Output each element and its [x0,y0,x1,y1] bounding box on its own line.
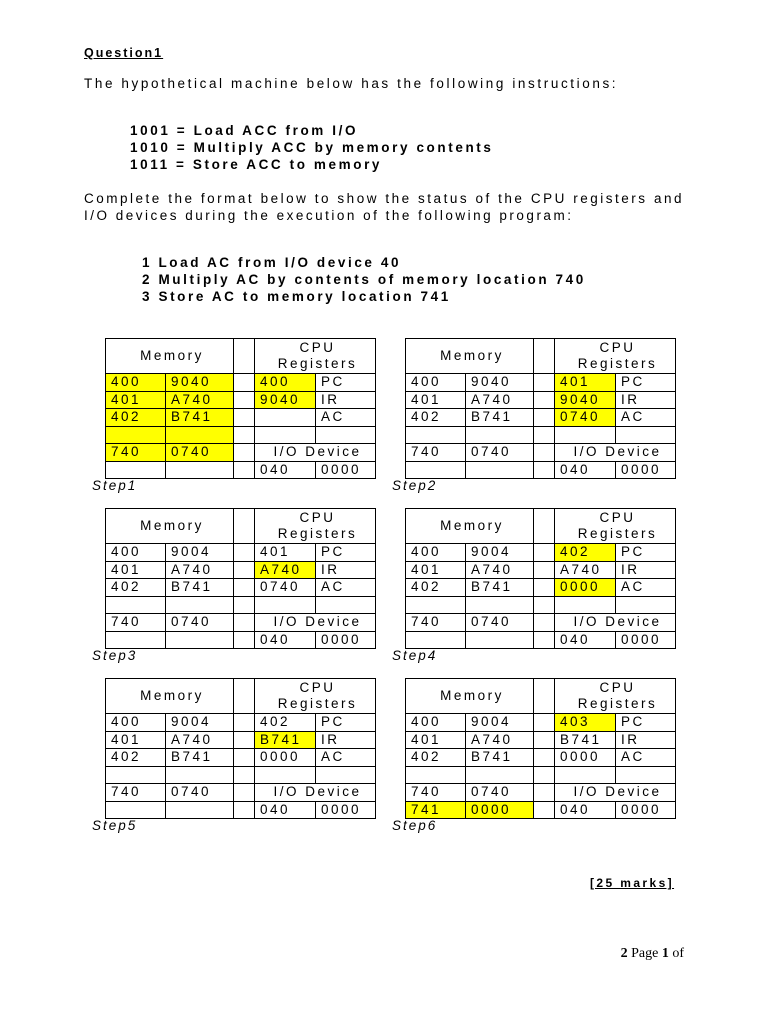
memory-value: 0740 [466,784,534,802]
io-device-address: 040 [255,631,316,649]
ir-register-label: IR [316,391,376,409]
gap-cell [234,749,255,767]
memory-address: 402 [406,579,466,597]
memory-address [106,801,166,819]
io-device-value: 0000 [616,801,676,819]
memory-header: Memory [406,339,534,374]
registers-label: Registers [277,526,358,541]
memory-value [166,631,234,649]
step-table [405,508,676,649]
memory-value: 9004 [466,714,534,732]
pc-register-label: PC [616,374,676,392]
instruction-line: 1001 = Load ACC from I/O [130,123,359,138]
marks-label: [25 marks] [590,876,675,890]
memory-value: A740 [166,391,234,409]
cpu-label: CPU [299,340,336,355]
ir-register-value: B741 [555,731,616,749]
io-device-header: I/O Device [255,614,376,632]
gap-cell [234,544,255,562]
memory-value [166,801,234,819]
memory-address: 740 [106,614,166,632]
instruction-line: 1011 = Store ACC to memory [130,157,383,172]
gap-cell [534,391,555,409]
step-label: Step5 [92,818,138,833]
memory-address: 400 [406,714,466,732]
memory-value: 9004 [166,714,234,732]
memory-address: 741 [406,801,466,819]
memory-value: B741 [466,749,534,767]
registers-label: Registers [277,356,358,371]
memory-value [166,461,234,479]
memory-header: Memory [406,509,534,544]
pc-register-label: PC [316,374,376,392]
memory-address: 740 [106,784,166,802]
memory-value: 9040 [466,374,534,392]
io-device-address: 040 [255,801,316,819]
memory-address [106,426,166,444]
memory-value: A740 [166,561,234,579]
memory-address: 401 [406,561,466,579]
memory-address [106,631,166,649]
step-label: Step3 [92,648,138,663]
pc-register-label: PC [316,714,376,732]
registers-label: Registers [277,696,358,711]
io-device-address: 040 [555,801,616,819]
gap-cell [234,614,255,632]
gap-cell [534,444,555,462]
cpu-label: CPU [599,340,636,355]
memory-address: 401 [406,731,466,749]
gap-cell [234,784,255,802]
memory-address: 402 [106,579,166,597]
memory-value: B741 [466,579,534,597]
memory-address: 400 [106,544,166,562]
blank-cell [555,596,616,614]
memory-value: 0740 [166,444,234,462]
memory-address: 402 [406,749,466,767]
memory-value [466,631,534,649]
memory-address: 400 [106,714,166,732]
gap-cell [534,461,555,479]
gap-cell [234,444,255,462]
memory-value [466,426,534,444]
pc-register-label: PC [616,714,676,732]
memory-value: 0740 [166,614,234,632]
memory-value: B741 [166,749,234,767]
instruction-line: 1010 = Multiply ACC by memory contents [130,140,494,155]
memory-address [406,596,466,614]
blank-cell [255,596,316,614]
gap-cell [534,339,555,374]
page-footer [621,946,684,962]
memory-address: 401 [406,391,466,409]
pc-register-value: 402 [255,714,316,732]
question-title: Question1 [84,46,164,60]
memory-value: A740 [466,561,534,579]
ir-register-value: B741 [255,731,316,749]
memory-address [406,631,466,649]
step-label: Step1 [92,478,138,493]
gap-cell [234,374,255,392]
io-device-header: I/O Device [555,444,676,462]
gap-cell [534,749,555,767]
memory-address: 401 [106,561,166,579]
cpu-registers-header [555,509,676,544]
memory-address [106,766,166,784]
ac-register-value: 0740 [255,579,316,597]
step-table [105,338,376,479]
memory-address: 402 [106,409,166,427]
cpu-registers-header [255,339,376,374]
cpu-label: CPU [599,510,636,525]
memory-address: 400 [406,544,466,562]
memory-address: 400 [406,374,466,392]
ac-register-value: 0000 [555,579,616,597]
memory-value [166,426,234,444]
ac-register-label: AC [316,749,376,767]
memory-address: 402 [106,749,166,767]
step-table [105,508,376,649]
memory-header: Memory [106,339,234,374]
gap-cell [234,561,255,579]
memory-address: 400 [106,374,166,392]
io-device-value: 0000 [316,801,376,819]
blank-cell [555,426,616,444]
gap-cell [534,614,555,632]
memory-address: 740 [406,784,466,802]
page-word: Page [631,946,659,961]
io-device-value: 0000 [616,461,676,479]
memory-address: 740 [106,444,166,462]
cpu-registers-header [555,679,676,714]
gap-cell [534,374,555,392]
gap-cell [534,426,555,444]
pc-register-value: 401 [555,374,616,392]
step-label: Step2 [392,478,438,493]
gap-cell [234,714,255,732]
blank-cell [255,426,316,444]
ac-register-value: 0000 [555,749,616,767]
ac-register-label: AC [616,409,676,427]
cpu-registers-header [255,509,376,544]
ir-register-label: IR [316,561,376,579]
pc-register-label: PC [616,544,676,562]
memory-value: B741 [466,409,534,427]
memory-address: 401 [106,731,166,749]
io-device-value: 0000 [316,461,376,479]
gap-cell [234,766,255,784]
gap-cell [534,409,555,427]
ac-register-value: 0740 [555,409,616,427]
ir-register-label: IR [616,391,676,409]
memory-value: 9004 [466,544,534,562]
ir-register-value: A740 [255,561,316,579]
memory-value [466,766,534,784]
memory-value: 9004 [166,544,234,562]
memory-address: 740 [406,444,466,462]
memory-header: Memory [406,679,534,714]
registers-label: Registers [577,696,658,711]
gap-cell [534,801,555,819]
ac-register-label: AC [316,579,376,597]
step-table [105,678,376,819]
ac-register-label: AC [616,749,676,767]
pc-register-value: 403 [555,714,616,732]
gap-cell [234,409,255,427]
ir-register-label: IR [316,731,376,749]
memory-value [466,596,534,614]
page-number-prefix: 2 [620,946,628,961]
cpu-label: CPU [299,680,336,695]
memory-address [106,461,166,479]
gap-cell [234,509,255,544]
gap-cell [234,801,255,819]
memory-value: 0740 [466,614,534,632]
gap-cell [534,679,555,714]
of-word: of [672,946,684,961]
memory-value: B741 [166,409,234,427]
gap-cell [534,631,555,649]
blank-cell [316,596,376,614]
step-table [405,338,676,479]
io-device-address: 040 [555,461,616,479]
gap-cell [234,391,255,409]
blank-cell [616,596,676,614]
gap-cell [534,561,555,579]
registers-label: Registers [577,526,658,541]
program-line: 1 Load AC from I/O device 40 [142,255,402,270]
cpu-registers-header [555,339,676,374]
page-number: 1 [661,946,669,961]
gap-cell [534,509,555,544]
task-paragraph: Complete the format below to show the status of the CPU registers and I/O devices during the execution of the following program: [84,191,684,223]
gap-cell [534,596,555,614]
gap-cell [234,596,255,614]
io-device-header: I/O Device [255,784,376,802]
gap-cell [534,766,555,784]
pc-register-value: 402 [555,544,616,562]
memory-header: Memory [106,509,234,544]
pc-register-label: PC [316,544,376,562]
blank-cell [316,766,376,784]
memory-value: 9040 [166,374,234,392]
registers-label: Registers [577,356,658,371]
ir-register-value: 9040 [555,391,616,409]
memory-value: A740 [466,731,534,749]
gap-cell [534,784,555,802]
pc-register-value: 401 [255,544,316,562]
gap-cell [234,579,255,597]
gap-cell [234,731,255,749]
io-device-header: I/O Device [555,784,676,802]
step-label: Step6 [392,818,438,833]
memory-address: 401 [106,391,166,409]
memory-value: 0000 [466,801,534,819]
cpu-registers-header [255,679,376,714]
blank-cell [316,426,376,444]
program-line: 3 Store AC to memory location 741 [142,289,451,304]
memory-address: 740 [406,614,466,632]
memory-address [106,596,166,614]
gap-cell [534,731,555,749]
memory-value [166,596,234,614]
memory-address [406,766,466,784]
memory-value: 0740 [466,444,534,462]
step-table [405,678,676,819]
intro-text: The hypothetical machine below has the following instructions: [84,76,619,91]
io-device-header: I/O Device [255,444,376,462]
blank-cell [255,766,316,784]
gap-cell [534,544,555,562]
ac-register-label: AC [316,409,376,427]
program-line: 2 Multiply AC by contents of memory location 740 [142,272,586,287]
gap-cell [234,339,255,374]
blank-cell [616,426,676,444]
memory-value: 0740 [166,784,234,802]
cpu-label: CPU [299,510,336,525]
memory-value: A740 [466,391,534,409]
ir-register-label: IR [616,561,676,579]
io-device-value: 0000 [316,631,376,649]
io-device-header: I/O Device [555,614,676,632]
memory-value: B741 [166,579,234,597]
io-device-address: 040 [555,631,616,649]
memory-address: 402 [406,409,466,427]
gap-cell [234,426,255,444]
gap-cell [534,714,555,732]
io-device-address: 040 [255,461,316,479]
ac-register-value: 0000 [255,749,316,767]
pc-register-value: 400 [255,374,316,392]
ir-register-value: 9040 [255,391,316,409]
ac-register-value [255,409,316,427]
memory-value [166,766,234,784]
ac-register-label: AC [616,579,676,597]
io-device-value: 0000 [616,631,676,649]
gap-cell [234,679,255,714]
memory-value [466,461,534,479]
ir-register-value: A740 [555,561,616,579]
memory-address [406,426,466,444]
cpu-label: CPU [599,680,636,695]
step-label: Step4 [392,648,438,663]
blank-cell [616,766,676,784]
gap-cell [534,579,555,597]
blank-cell [555,766,616,784]
memory-header: Memory [106,679,234,714]
memory-value: A740 [166,731,234,749]
gap-cell [234,631,255,649]
memory-address [406,461,466,479]
gap-cell [234,461,255,479]
ir-register-label: IR [616,731,676,749]
